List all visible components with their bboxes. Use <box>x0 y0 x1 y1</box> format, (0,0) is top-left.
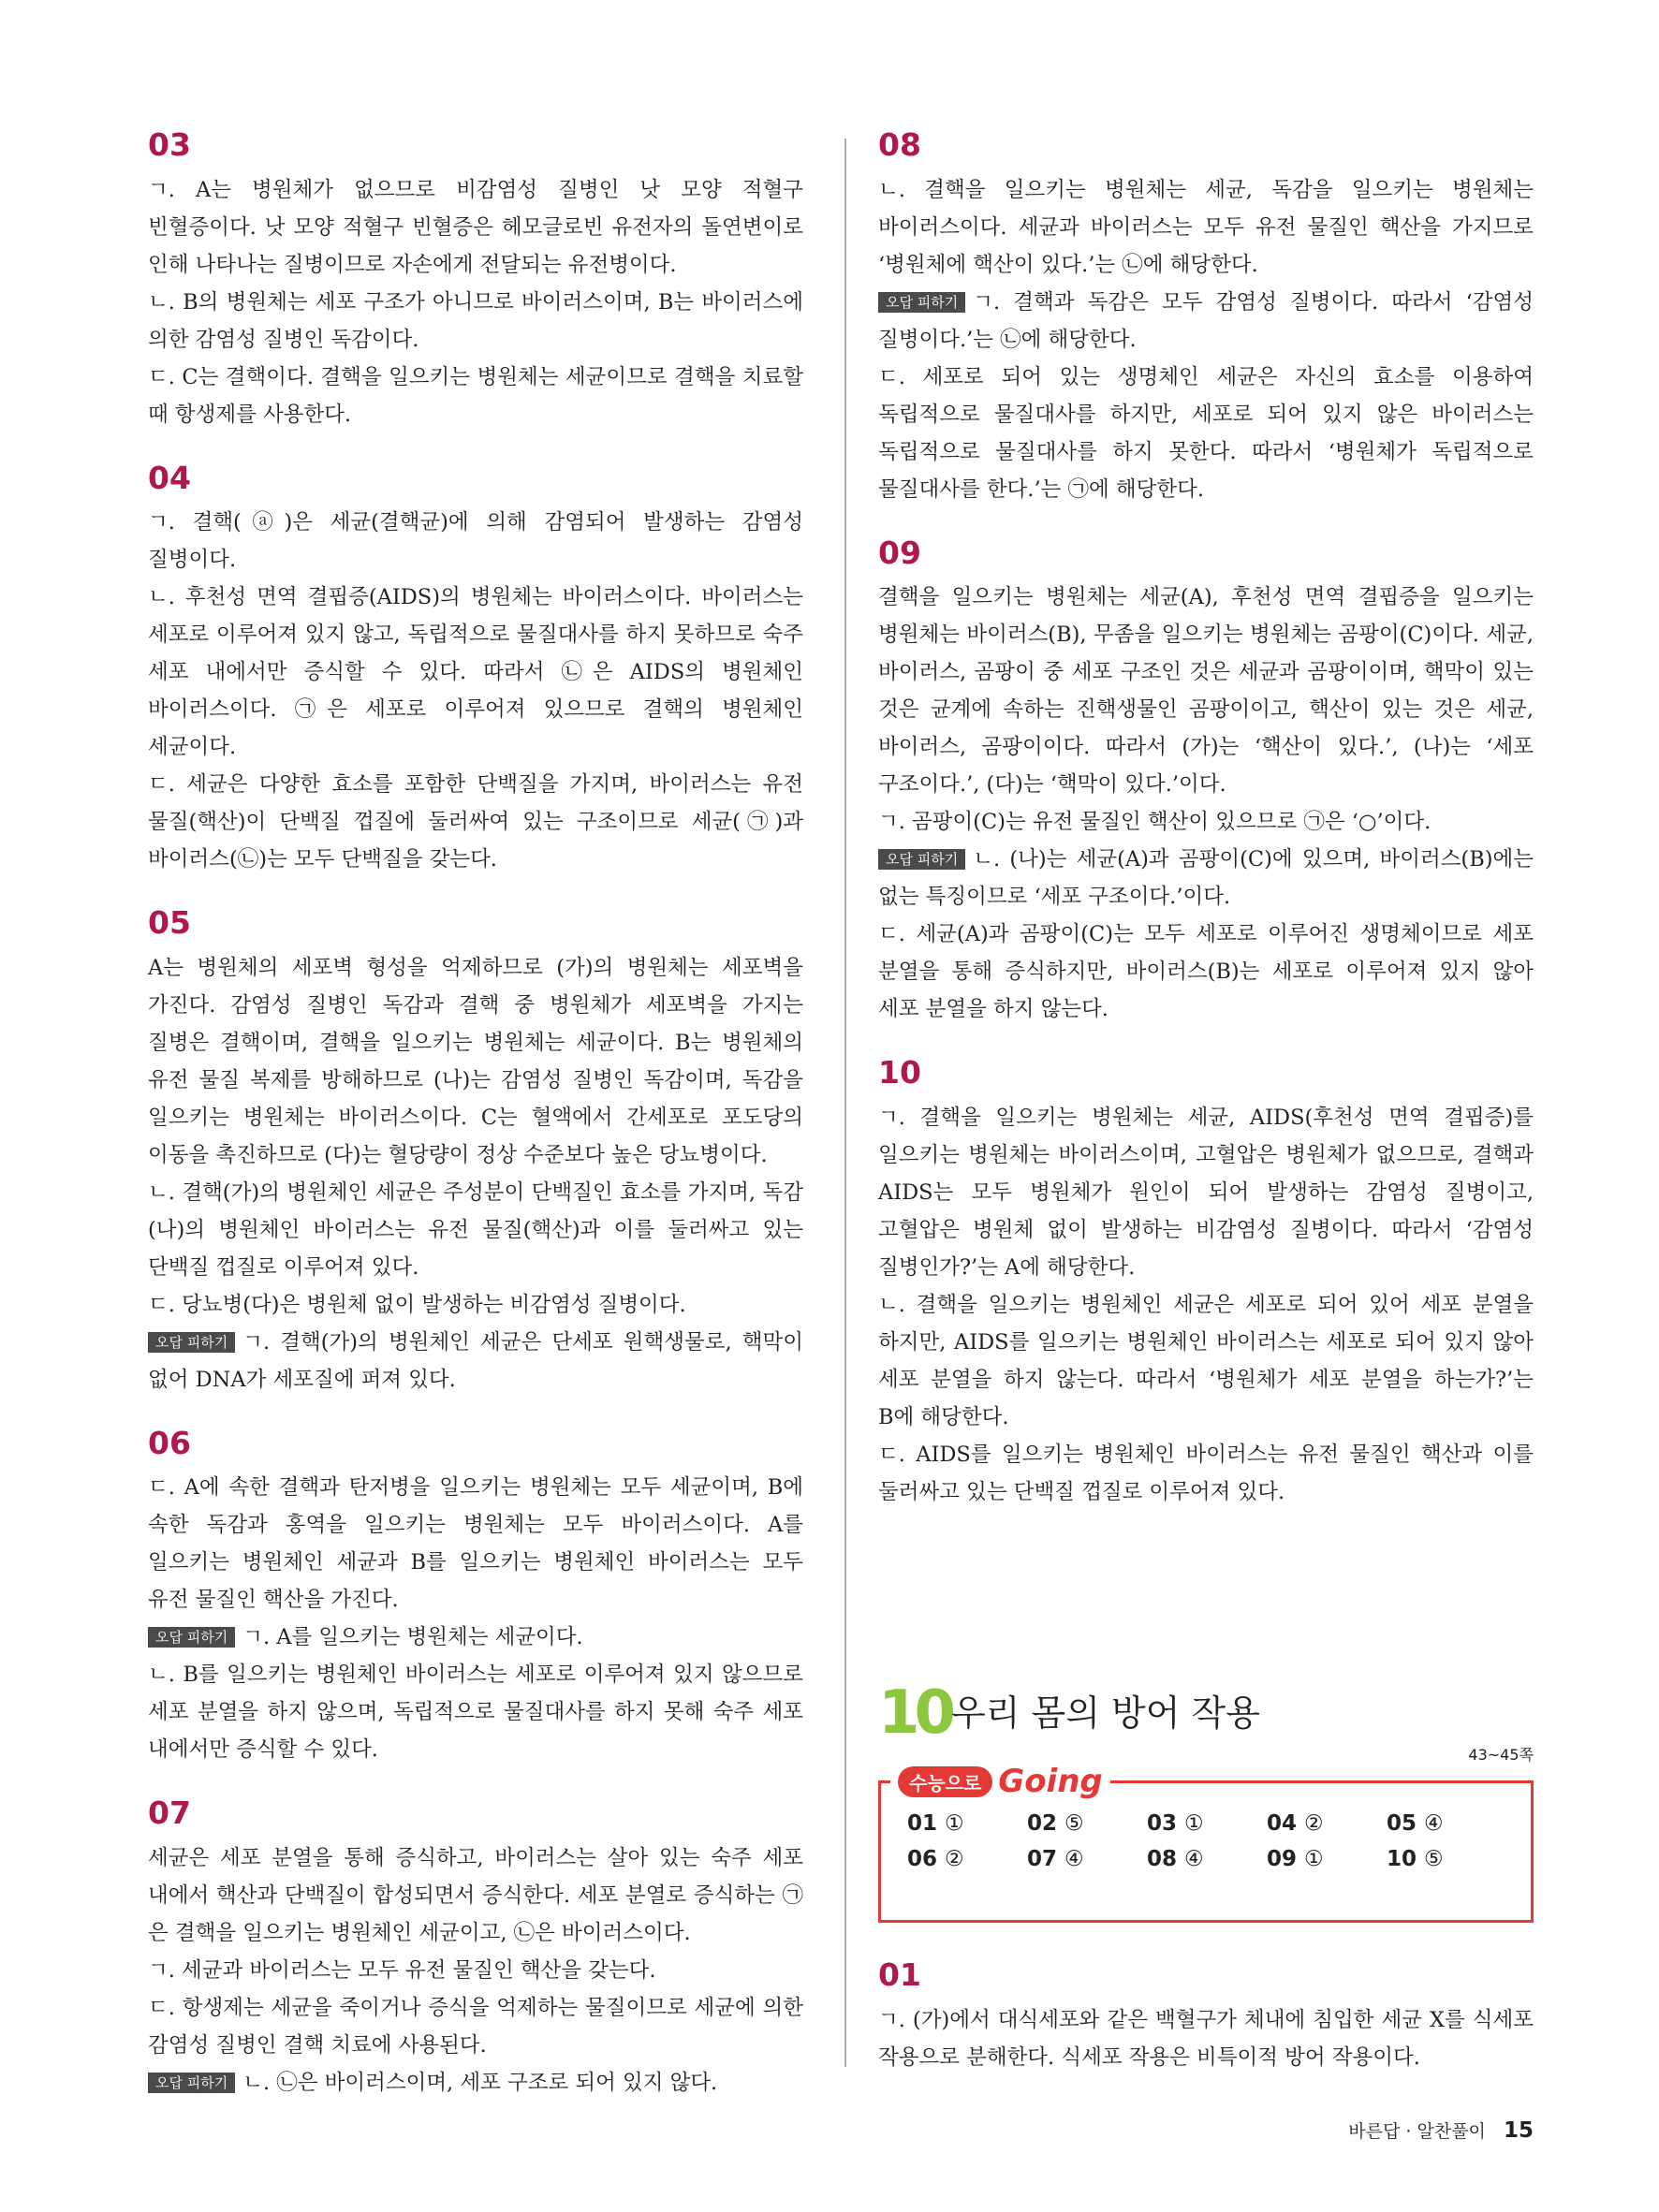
paragraph-text: ㄷ. AIDS를 일으키는 병원체인 바이러스는 유전 물질인 핵산과 이를 둘러싸고 있는 단백질 껍질로 이루어져 있다. <box>878 1442 1534 1504</box>
answer-item <box>1387 1811 1506 1836</box>
paragraph-text: 결핵을 일으키는 병원체는 세균(A), 후천성 면역 결핍증을 일으키는 병원체는 바이러스(B), 무좀을 일으키는 병원체는 곰팡이(C)이다. 세균, 바이러스, 곰팡이 중 세포 구조인 것은 세균과 곰팡이이며, 핵막이 있는 것은 균계에 속하는 진핵생물인 곰팡이이고, 핵산이 있는 것은 세균, 바이러스, 곰팡이이다. 따라서 (가)는 ‘핵산이 있다.’, (나)는 ‘세포 구조이다.’, (다)는 ‘핵막이 있다.’이다. <box>878 585 1534 798</box>
question-number: 03 <box>148 126 191 163</box>
explanation-paragraph <box>148 1324 803 1399</box>
paragraph-text: ㄱ. A는 병원체가 없으므로 비감염성 질병인 낫 모양 적혈구 빈혈증이다. 낫 모양 적혈구 빈혈증은 헤모글로빈 유전자의 돌연변이로 인해 나타나는 질병이므로 자손에게 전달되는 유전병이다. <box>148 177 803 277</box>
answer-number: 03 <box>1147 1811 1178 1836</box>
explanation-paragraph <box>878 841 1534 916</box>
column-divider <box>844 139 846 2067</box>
paragraph-text: ㄱ. 결핵을 일으키는 병원체는 세균, AIDS(후천성 면역 결핍증)를 일으키는 병원체는 바이러스이며, 고혈압은 병원체가 없으므로, 결핵과 AIDS는 모두 병원체가 원인이 되어 발생하는 감염성 질병이고, 고혈압은 병원체 없이 발생하는 비감염성 질병이다. 따라서 ‘감염성 질병인가?’는 A에 해당한다. <box>878 1105 1534 1280</box>
page-range: 43~45쪽 <box>1468 1746 1534 1764</box>
paragraph-text: ㄴ. B를 일으키는 병원체인 바이러스는 세포로 이루어져 있지 않으므로 세포 분열을 하지 않으며, 독립적으로 물질대사를 하지 못해 숙주 세포 내에서만 증식할 수 있다. <box>148 1663 803 1763</box>
answer-item <box>1267 1847 1387 1871</box>
paragraph-text: ㄴ. 후천성 면역 결핍증(AIDS)의 병원체는 바이러스이다. 바이러스는 세포로 이루어져 있지 않고, 독립적으로 물질대사를 하지 못하므로 숙주 세포 내에서만 증식할 수 있다. 따라서 ㉡은 AIDS의 병원체인 바이러스이다. ㉠은 세포로 이루어져 있으므로 결핵의 병원체인 세균이다. <box>148 585 803 760</box>
page-number: 15 <box>1503 2118 1534 2143</box>
answer-choice: ④ <box>1424 1811 1444 1836</box>
explanation-paragraph <box>878 171 1534 284</box>
paragraph-text: ㄱ. 결핵과 독감은 모두 감염성 질병이다. 따라서 ‘감염성 질병이다.’는 ㉡에 해당한다. <box>878 289 1534 352</box>
answer-item <box>1387 1847 1506 1871</box>
explanation-paragraph <box>878 916 1534 1028</box>
explanation-paragraph <box>878 803 1534 841</box>
answer-number: 01 <box>907 1811 938 1836</box>
explanation-paragraph <box>878 1436 1534 1511</box>
paragraph-text: ㄷ. 세균은 다양한 효소를 포함한 단백질을 가지며, 바이러스는 유전 물질(핵산)이 단백질 껍질에 둘러싸여 있는 구조이므로 세균(㉠)과 바이러스(㉡)는 모두 단백질을 갖는다. <box>148 772 803 872</box>
answer-number: 06 <box>907 1847 938 1871</box>
paragraph-text: ㄷ. 항생제는 세균을 죽이거나 증식을 억제하는 물질이므로 세균에 의한 감염성 질병인 결핵 치료에 사용된다. <box>148 1995 803 2058</box>
explanation-paragraph <box>148 1656 803 1768</box>
paragraph-text: A는 병원체의 세포벽 형성을 억제하므로 (가)의 병원체는 세포벽을 가진다. 감염성 질병인 독감과 결핵 중 병원체가 세포벽을 가지는 질병은 결핵이며, 결핵을 일으키는 병원체는 세균이다. B는 병원체의 유전 물질 복제를 방해하므로 (나)는 감염성 질병인 독감이며, 독감을 일으키는 병원체는 바이러스이다. C는 혈액에서 간세포로 포도당의 이동을 촉진하므로 (다)는 혈당량이 정상 수준보다 높은 당뇨병이다. <box>148 955 803 1167</box>
answer-item <box>1027 1811 1147 1836</box>
question-number: 04 <box>148 459 191 496</box>
paragraph-text: ㄷ. 세포로 되어 있는 생명체인 세균은 자신의 효소를 이용하여 독립적으로 물질대사를 하지만, 세포로 되어 있지 않은 바이러스는 독립적으로 물질대사를 하지 못한다. 따라서 ‘병원체가 독립적으로 물질대사를 한다.’는 ㉠에 해당한다. <box>878 364 1534 502</box>
explanation-paragraph <box>148 284 803 359</box>
question-number: 05 <box>148 904 191 942</box>
answer-item <box>907 1811 1027 1836</box>
answers-grid <box>907 1811 1506 1871</box>
explanation-08 <box>878 126 1534 508</box>
question-number: 01 <box>878 1956 921 1993</box>
answer-choice: ② <box>1304 1811 1324 1836</box>
answer-item <box>907 1847 1027 1871</box>
explanation-05 <box>148 904 803 1399</box>
question-number: 07 <box>148 1795 191 1832</box>
explanation-paragraph <box>148 579 803 766</box>
explanation-paragraph <box>148 504 803 579</box>
explanation-paragraph <box>878 1286 1534 1436</box>
explanation-10 <box>878 1054 1534 1511</box>
question-number: 06 <box>148 1424 191 1461</box>
paragraph-text: ㄱ. 곰팡이(C)는 유전 물질인 핵산이 있으므로 ㉠은 ‘○’이다. <box>878 810 1431 835</box>
wrong-answer-tag: 오답 피하기 <box>148 1627 235 1648</box>
left-column <box>148 126 803 2128</box>
answer-number: 10 <box>1387 1847 1417 1871</box>
paragraph-text: ㄱ. 결핵(ⓐ)은 세균(결핵균)에 의해 감염되어 발생하는 감염성 질병이다. <box>148 510 803 573</box>
chapter-number: 10 <box>878 1678 951 1748</box>
explanation-01 <box>878 1956 1534 2076</box>
wrong-answer-tag: 오답 피하기 <box>878 849 965 870</box>
explanation-paragraph <box>148 1174 803 1286</box>
answer-item <box>1147 1811 1267 1836</box>
answer-number: 05 <box>1387 1811 1417 1836</box>
answer-number: 08 <box>1147 1847 1178 1871</box>
question-number: 08 <box>878 126 921 163</box>
answer-choice: ① <box>1304 1847 1324 1871</box>
explanation-03 <box>148 126 803 433</box>
explanation-paragraph <box>148 1952 803 1989</box>
explanation-text: ㄱ. (가)에서 대식세포와 같은 백혈구가 체내에 침입한 세균 X를 식세포 작용으로 분해한다. 식세포 작용은 비특이적 방어 작용이다. <box>878 2007 1534 2070</box>
chapter-title: 우리 몸의 방어 작용 <box>951 1692 1260 1734</box>
page-footer <box>1348 2117 1534 2143</box>
paragraph-text: ㄴ. 결핵을 일으키는 병원체는 세균, 독감을 일으키는 병원체는 바이러스이다. 세균과 바이러스는 모두 유전 물질인 핵산을 가지므로 ‘병원체에 핵산이 있다.’는 ㉡에 해당한다. <box>878 177 1534 277</box>
going-badge <box>890 1759 1110 1804</box>
chapter-heading <box>878 1676 1534 1751</box>
going-word: Going <box>998 1763 1103 1800</box>
paragraph-text: ㄷ. 세균(A)과 곰팡이(C)는 모두 세포로 이루어진 생명체이므로 세포 분열을 통해 증식하지만, 바이러스(B)는 세포로 이루어져 있지 않아 세포 분열을 하지 않는다. <box>878 922 1534 1022</box>
wrong-answer-tag: 오답 피하기 <box>148 1332 235 1353</box>
answer-number: 07 <box>1027 1847 1058 1871</box>
paragraph-text: 세균은 세포 분열을 통해 증식하고, 바이러스는 살아 있는 숙주 세포 내에서 핵산과 단백질이 합성되면서 증식한다. 세포 분열로 증식하는 ㉠은 결핵을 일으키는 병원체인 세균이고, ㉡은 바이러스이다. <box>148 1845 803 1945</box>
explanation-paragraph <box>148 1989 803 2064</box>
answer-number: 02 <box>1027 1811 1058 1836</box>
answer-choice: ④ <box>1064 1847 1084 1871</box>
paragraph-text: ㄴ. B의 병원체는 세포 구조가 아니므로 바이러스이며, B는 바이러스에 의한 감염성 질병인 독감이다. <box>148 289 803 352</box>
explanation-09 <box>878 535 1534 1029</box>
answer-choice: ① <box>945 1811 964 1836</box>
paragraph-text: ㄴ. ㉡은 바이러스이며, 세포 구조로 되어 있지 않다. <box>242 2070 718 2095</box>
footer-label: 바른답 · 알찬풀이 <box>1348 2121 1486 2142</box>
wrong-answer-tag: 오답 피하기 <box>878 292 965 313</box>
right-column <box>878 126 1534 1537</box>
explanation-04 <box>148 460 803 879</box>
answer-choice: ⑤ <box>1424 1847 1444 1871</box>
paragraph-text: ㄴ. 결핵(가)의 병원체인 세균은 주성분이 단백질인 효소를 가지며, 독감(나)의 병원체인 바이러스는 유전 물질(핵산)과 이를 둘러싸고 있는 단백질 껍질로 이루어져 있다. <box>148 1179 803 1280</box>
explanation-paragraph <box>878 579 1534 803</box>
answer-number: 09 <box>1267 1847 1298 1871</box>
paragraph-text: ㄱ. 세균과 바이러스는 모두 유전 물질인 핵산을 갖는다. <box>148 1957 656 1983</box>
question-number: 09 <box>878 534 921 571</box>
explanation-paragraph <box>148 1469 803 1619</box>
explanation-paragraph <box>148 171 803 284</box>
answer-box <box>878 1763 1534 1923</box>
explanation-07 <box>148 1795 803 2102</box>
explanation-paragraph <box>148 766 803 878</box>
answer-choice: ④ <box>1184 1847 1204 1871</box>
question-number: 10 <box>878 1054 921 1091</box>
explanation-06 <box>148 1425 803 1769</box>
paragraph-text: ㄷ. A에 속한 결핵과 탄저병을 일으키는 병원체는 모두 세균이며, B에 속한 독감과 홍역을 일으키는 병원체는 모두 바이러스이다. A를 일으키는 병원체인 세균과 B를 일으키는 병원체인 바이러스는 모두 유전 물질인 핵산을 가진다. <box>148 1475 803 1613</box>
answer-item <box>1027 1847 1147 1871</box>
explanation-paragraph <box>878 359 1534 508</box>
answer-number: 04 <box>1267 1811 1298 1836</box>
explanation-paragraph <box>878 284 1534 359</box>
paragraph-text: ㄷ. 당뇨병(다)은 병원체 없이 발생하는 비감염성 질병이다. <box>148 1292 686 1317</box>
explanation-paragraph <box>148 949 803 1174</box>
explanation-paragraph <box>148 2064 803 2102</box>
paragraph-text: ㄱ. 결핵(가)의 병원체인 세균은 단세포 원핵생물로, 핵막이 없어 DNA가 세포질에 퍼져 있다. <box>148 1329 803 1392</box>
explanation-paragraph <box>148 1619 803 1656</box>
explanation-paragraph <box>878 1099 1534 1286</box>
explanation-paragraph <box>148 1286 803 1324</box>
paragraph-text: ㄴ. (나)는 세균(A)과 곰팡이(C)에 있으며, 바이러스(B)에는 없는 특징이므로 ‘세포 구조이다.’이다. <box>878 847 1534 910</box>
answer-item <box>1147 1847 1267 1871</box>
paragraph-text: ㄴ. 결핵을 일으키는 병원체인 세균은 세포로 되어 있어 세포 분열을 하지만, AIDS를 일으키는 병원체인 바이러스는 세포로 되어 있지 않아 세포 분열을 하지 않는다. 따라서 ‘병원체가 세포 분열을 하는가?’는 B에 해당한다. <box>878 1292 1534 1429</box>
answer-choice: ② <box>945 1847 964 1871</box>
paragraph-text: ㄷ. C는 결핵이다. 결핵을 일으키는 병원체는 세균이므로 결핵을 치료할 때 항생제를 사용한다. <box>148 364 803 427</box>
answer-choice: ① <box>1184 1811 1204 1836</box>
wrong-answer-tag: 오답 피하기 <box>148 2073 235 2093</box>
going-pill: 수능으로 <box>898 1766 992 1797</box>
answer-choice: ⑤ <box>1064 1811 1084 1836</box>
paragraph-text: ㄱ. A를 일으키는 병원체는 세균이다. <box>242 1625 583 1650</box>
answer-item <box>1267 1811 1387 1836</box>
explanation-paragraph <box>148 1839 803 1952</box>
explanation-paragraph <box>148 359 803 433</box>
